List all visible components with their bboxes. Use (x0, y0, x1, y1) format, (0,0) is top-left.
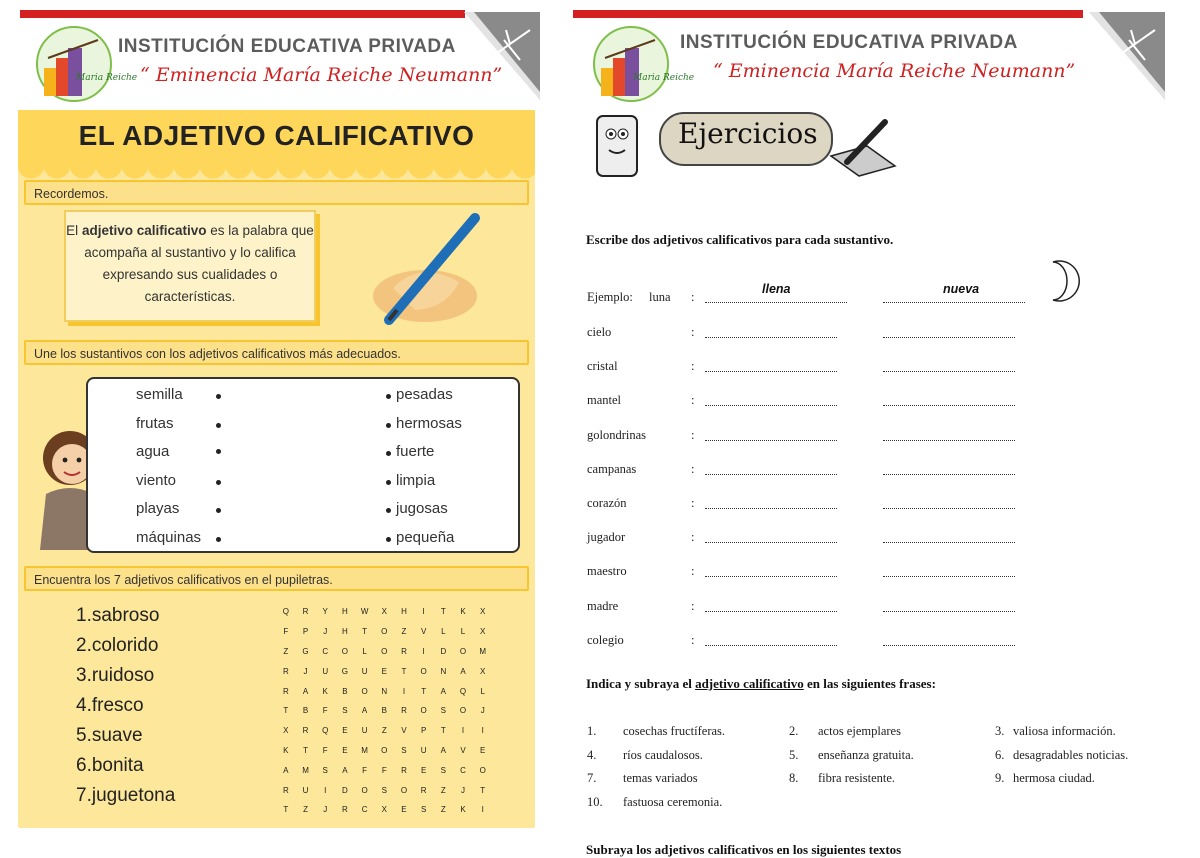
answer-line (883, 405, 1015, 406)
wordsearch-cell: I (461, 726, 465, 736)
wordsearch-cell: E (480, 745, 486, 755)
phrase-number: 4. (587, 747, 597, 762)
wordsearch-cell: I (422, 646, 425, 656)
match-dot-left (216, 394, 221, 399)
wordsearch-cell: X (480, 607, 486, 617)
wordsearch-cell: V (401, 726, 407, 736)
left-worksheet-page (0, 0, 555, 849)
wordsearch-cell: D (440, 646, 447, 656)
wordsearch-row (276, 780, 493, 800)
wordsearch-cell: J (323, 627, 328, 637)
wordsearch-cell: X (480, 627, 486, 637)
word-list-item: 2.colorido (76, 635, 159, 656)
wordsearch-cell: Q (459, 686, 467, 696)
phrase-text: actos ejemplares (818, 724, 901, 738)
wordsearch-cell: C (322, 646, 329, 656)
answer-line (705, 440, 837, 441)
instruction-write-adjectives: Escribe dos adjetivos calificativos para cada sustantivo. (586, 232, 894, 247)
exercises-title: Ejercicios (678, 117, 818, 150)
example-label: Ejemplo: (587, 290, 633, 304)
wordsearch-cell: E (420, 765, 427, 775)
wordsearch-cell: U (361, 666, 368, 676)
wordsearch-cell: H (342, 607, 348, 617)
answer-line (883, 645, 1015, 646)
match-adjective: limpia (396, 471, 436, 489)
phrase-number: 9. (995, 771, 1005, 785)
word-list-item: 4.fresco (76, 695, 144, 716)
wordsearch-cell: Z (440, 785, 446, 795)
wordsearch-row (276, 760, 493, 780)
answer-line (883, 371, 1015, 372)
wordsearch-cell: U (420, 745, 427, 755)
instruction-underline-pre: Indica y subraya el (586, 676, 696, 691)
wordsearch-cell: T (283, 805, 289, 815)
exercise-noun: golondrinas (587, 427, 647, 442)
wordsearch-cell: V (460, 745, 466, 755)
wordsearch-cell: H (342, 627, 348, 637)
wordsearch-cell: X (381, 805, 387, 815)
noun-colon: : (691, 530, 695, 545)
phrase-number: 5. (789, 747, 799, 762)
logo-text: Maria Reiche (633, 73, 695, 83)
section-encuentra: Encuentra los 7 adjetivos calificativos en el pupiletras. (24, 566, 529, 591)
answer-line (883, 542, 1015, 543)
wordsearch-cell: B (342, 686, 348, 696)
instruction-underline (586, 676, 936, 692)
match-adjective: fuerte (396, 443, 435, 460)
wordsearch-cell: L (362, 646, 367, 656)
exercise-noun: maestro (587, 564, 627, 579)
wordsearch-cell: U (361, 726, 368, 736)
wordsearch-cell: N (381, 686, 388, 696)
match-adjective: pequeña (396, 528, 455, 546)
wordsearch-cell: I (402, 686, 406, 696)
phrase-text: valiosa información. (1013, 724, 1116, 738)
answer-line (883, 611, 1015, 612)
phrase-text: hermosa ciudad. (1013, 771, 1095, 785)
wordsearch-cell: J (480, 706, 485, 716)
section-une: Une los sustantivos con los adjetivos calificativos más adecuados. (24, 340, 529, 365)
match-dot-right (386, 394, 391, 399)
wordsearch-cell: T (283, 706, 289, 716)
school-name: “ Eminencia María Reiche Neumann” (140, 64, 503, 86)
wordsearch-cell: A (302, 686, 309, 696)
noun-colon: : (691, 564, 695, 579)
answer-line (883, 440, 1015, 441)
wordsearch-cell: X (480, 666, 486, 676)
phrase-number: 2. (789, 724, 799, 738)
wordsearch-cell: R (401, 765, 407, 775)
noun-colon: : (691, 461, 695, 476)
phrase-number: 3. (995, 724, 1005, 738)
wordsearch-cell: F (322, 706, 328, 716)
instruction-underline-post: en las siguientes frases: (803, 676, 936, 691)
wordsearch-row (276, 642, 493, 662)
wordsearch-cell: U (322, 666, 329, 676)
exercise-noun: cristal (587, 359, 618, 374)
phrase-number: 8. (789, 771, 799, 785)
wordsearch-cell: R (401, 646, 407, 656)
crescent-moon-icon (1047, 258, 1087, 304)
phrase-text: desagradables noticias. (1013, 747, 1129, 762)
wordsearch-cell: I (422, 607, 425, 617)
wordsearch-cell: L (460, 627, 466, 637)
wordsearch-cell: I (481, 805, 484, 815)
wordsearch-cell: E (342, 745, 348, 755)
wordsearch-cell: R (342, 805, 348, 815)
wordsearch-cell: Y (322, 607, 328, 617)
answer-line (883, 508, 1015, 509)
wordsearch-row (276, 800, 493, 820)
phrase-text: ríos caudalosos. (623, 747, 703, 762)
noun-colon: : (691, 359, 695, 374)
phrase-number: 6. (995, 747, 1005, 762)
exercise-noun: corazón (587, 496, 627, 510)
wordsearch-cell: E (381, 666, 387, 676)
wordsearch-cell: W (360, 607, 369, 617)
instruction-underline-term: adjetivo calificativo (695, 676, 804, 691)
wordsearch-cell: R (282, 686, 289, 696)
word-list-item: 6.bonita (76, 755, 144, 776)
wordsearch-cell: L (480, 686, 485, 696)
answer-line (705, 405, 837, 406)
wordsearch-cell: S (322, 765, 328, 775)
hand-writing-icon (363, 210, 493, 330)
wordsearch-cell: U (302, 785, 309, 795)
wordsearch-cell: R (302, 726, 309, 736)
wordsearch-row (276, 622, 493, 642)
definition-pre: El (66, 223, 82, 238)
wordsearch-cell: Z (401, 627, 407, 637)
pen-and-paper-icon (827, 116, 899, 176)
word-list-item: 7.juguetona (76, 785, 176, 806)
wordsearch-cell: J (461, 785, 466, 795)
match-dot-right (386, 451, 391, 456)
match-dot-left (216, 508, 221, 513)
wordsearch-cell: S (440, 765, 447, 775)
match-dot-left (216, 423, 221, 428)
wordsearch-cell: I (324, 785, 327, 795)
wordsearch-cell: R (302, 607, 309, 617)
wordsearch-cell: O (459, 646, 467, 656)
wordsearch-row (276, 741, 493, 761)
wordsearch-cell: V (420, 627, 427, 637)
example-answer-2: nueva (943, 282, 980, 296)
wordsearch-cell: C (460, 765, 466, 775)
wordsearch-cell: B (302, 706, 309, 716)
wordsearch-cell: H (401, 607, 407, 617)
school-logo (36, 26, 138, 102)
wordsearch-cell: O (381, 627, 388, 637)
lesson-title: EL ADJETIVO CALIFICATIVO (78, 120, 475, 151)
logo-text: Maria Reiche (76, 73, 138, 83)
exercise-noun: madre (587, 598, 619, 613)
wordsearch-cell: K (322, 686, 328, 696)
phrase-number: 1. (587, 724, 597, 738)
wordsearch-cell: X (283, 726, 289, 736)
red-header-bar (573, 10, 1083, 18)
answer-line (705, 645, 837, 646)
match-adjective: hermosas (396, 414, 462, 432)
wordsearch-cell: Z (440, 805, 446, 815)
wordsearch-cell: Q (282, 607, 289, 617)
match-adjective: jugosas (396, 500, 448, 517)
example-noun: luna (649, 290, 671, 304)
exercise-noun: cielo (587, 325, 612, 339)
answer-line (705, 508, 837, 509)
wordsearch-cell: O (381, 646, 388, 656)
wordsearch-cell: T (401, 666, 407, 676)
match-noun: semilla (136, 386, 183, 403)
answer-line (705, 474, 837, 475)
match-dot-right (386, 537, 391, 542)
wordsearch-cell: B (381, 706, 387, 716)
noun-colon: : (691, 325, 695, 339)
answer-line (705, 302, 847, 303)
answer-line (705, 611, 837, 612)
wordsearch-cell: I (481, 726, 484, 736)
word-list-item: 5.suave (76, 725, 143, 746)
nazca-bird-emblem (1085, 0, 1165, 100)
wordsearch-cell: F (381, 765, 387, 775)
wordsearch-cell: O (420, 666, 427, 676)
wordsearch-row (276, 701, 493, 721)
answer-line (883, 474, 1015, 475)
wordsearch-row (276, 681, 493, 701)
wordsearch-cell: O (361, 686, 368, 696)
wordsearch-row (276, 721, 493, 741)
wordsearch-cell: S (342, 706, 348, 716)
match-noun: agua (136, 443, 170, 460)
wordsearch-cell: X (381, 607, 387, 617)
match-dot-left (216, 480, 221, 485)
wordsearch-cell: G (341, 666, 349, 676)
wordsearch-cell: M (479, 646, 487, 656)
wordsearch-cell: F (362, 765, 368, 775)
noun-colon: : (691, 632, 695, 647)
match-dot-left (216, 537, 221, 542)
right-worksheet-page (565, 0, 1200, 857)
answer-line (883, 302, 1025, 303)
wordsearch-cell: K (460, 805, 466, 815)
scalloped-edge (18, 165, 535, 181)
wordsearch-cell: M (302, 765, 309, 775)
match-noun: frutas (136, 414, 174, 432)
pencil-sharpener-mascot (587, 108, 647, 180)
exercise-noun: jugador (587, 530, 626, 545)
wordsearch-cell: A (440, 745, 447, 755)
match-dot-right (386, 423, 391, 428)
wordsearch-cell: T (362, 627, 368, 637)
wordsearch-cell: Z (283, 646, 289, 656)
wordsearch-cell: A (283, 765, 289, 775)
wordsearch-cell: O (479, 765, 486, 775)
red-header-bar (20, 10, 465, 18)
wordsearch-cell: S (440, 706, 447, 716)
wordsearch-cell: O (341, 646, 349, 656)
phrase-text: cosechas fructíferas. (623, 724, 726, 738)
adjective-lesson-card (18, 110, 535, 828)
definition-box (64, 210, 316, 322)
wordsearch-cell: O (381, 745, 388, 755)
wordsearch-cell: Q (322, 726, 329, 736)
wordsearch-cell: N (440, 666, 447, 676)
wordsearch-cell: S (420, 805, 427, 815)
noun-colon: : (691, 393, 695, 408)
wordsearch-cell: A (342, 765, 348, 775)
wordsearch-cell: R (401, 706, 407, 716)
noun-colon: : (691, 598, 695, 613)
wordsearch-row (276, 602, 493, 622)
match-noun: viento (136, 471, 177, 489)
institution-heading: INSTITUCIÓN EDUCATIVA PRIVADA (118, 36, 456, 57)
wordsearch-cell: D (342, 785, 348, 795)
school-name: “ Eminencia María Reiche Neumann” (713, 60, 1076, 82)
wordsearch-cell: J (323, 805, 328, 815)
cutoff-instruction: Subraya los adjetivos calificativos en los siguientes textos (586, 842, 902, 857)
wordsearch-cell: S (401, 745, 407, 755)
answer-line (705, 371, 837, 372)
phrase-number: 10. (587, 794, 603, 809)
wordsearch-cell: E (342, 726, 348, 736)
word-list-item: 3.ruidoso (76, 665, 155, 686)
exercise-noun: campanas (587, 461, 637, 476)
wordsearch-grid (276, 602, 493, 820)
wordsearch-cell: M (361, 745, 368, 755)
definition-text: es la palabra que acompaña al sustantivo y lo califica expresando sus cualidades o características. (84, 223, 314, 304)
example-colon: : (691, 290, 695, 304)
wordsearch-cell: J (303, 666, 308, 676)
wordsearch-cell: S (381, 785, 387, 795)
matching-exercise (86, 377, 520, 553)
wordsearch-cell: Z (303, 805, 308, 815)
wordsearch-cell: F (283, 627, 289, 637)
wordsearch-cell: C (361, 805, 368, 815)
wordsearch-cell: P (302, 627, 309, 637)
exercise-noun: colegio (587, 632, 624, 647)
exercise-noun: mantel (587, 393, 622, 408)
wordsearch-cell: R (420, 785, 427, 795)
wordsearch-row (276, 661, 493, 681)
wordsearch-cell: F (322, 745, 328, 755)
word-list-item: 1.sabroso (76, 605, 160, 626)
answer-line (883, 576, 1015, 577)
phrase-number: 7. (587, 771, 597, 785)
match-dot-right (386, 508, 391, 513)
match-noun: playas (136, 500, 180, 517)
wordsearch-cell: A (361, 706, 368, 716)
answer-line (705, 576, 837, 577)
wordsearch-cell: R (282, 666, 289, 676)
answer-line (705, 542, 837, 543)
phrase-text: enseñanza gratuita. (818, 747, 914, 762)
phrase-text: temas variados (623, 771, 698, 785)
match-noun: máquinas (136, 528, 202, 546)
noun-colon: : (691, 427, 695, 442)
section-recordemos: Recordemos. (24, 180, 529, 205)
wordsearch-cell: K (283, 745, 289, 755)
wordsearch-cell: A (460, 666, 466, 676)
match-dot-left (216, 449, 221, 454)
school-logo (593, 26, 695, 102)
wordsearch-cell: R (282, 785, 289, 795)
example-answer-1: llena (762, 282, 791, 296)
match-dot-right (386, 480, 391, 485)
wordsearch-cell: G (302, 646, 309, 656)
phrase-text: fastuosa ceremonia. (623, 794, 723, 809)
phrase-text: fibra resistente. (818, 771, 896, 785)
wordsearch-cell: T (440, 726, 446, 736)
wordsearch-cell: O (361, 785, 368, 795)
wordsearch-cell: T (440, 607, 446, 617)
wordsearch-cell: T (421, 686, 427, 696)
noun-colon: : (691, 496, 695, 510)
wordsearch-cell: P (420, 726, 427, 736)
wordsearch-cell: O (400, 785, 408, 795)
answer-line (883, 337, 1015, 338)
wordsearch-cell: K (460, 607, 466, 617)
institution-heading: INSTITUCIÓN EDUCATIVA PRIVADA (680, 32, 1018, 53)
wordsearch-cell: Z (381, 726, 387, 736)
wordsearch-cell: O (459, 706, 467, 716)
wordsearch-cell: A (440, 686, 447, 696)
definition-term: adjetivo calificativo (81, 223, 207, 238)
match-adjective: pesadas (396, 386, 453, 403)
wordsearch-cell: O (420, 706, 427, 716)
wordsearch-cell: L (441, 627, 446, 637)
wordsearch-cell: T (480, 785, 486, 795)
wordsearch-cell: T (303, 745, 308, 755)
answer-line (705, 337, 837, 338)
wordsearch-cell: E (401, 805, 407, 815)
